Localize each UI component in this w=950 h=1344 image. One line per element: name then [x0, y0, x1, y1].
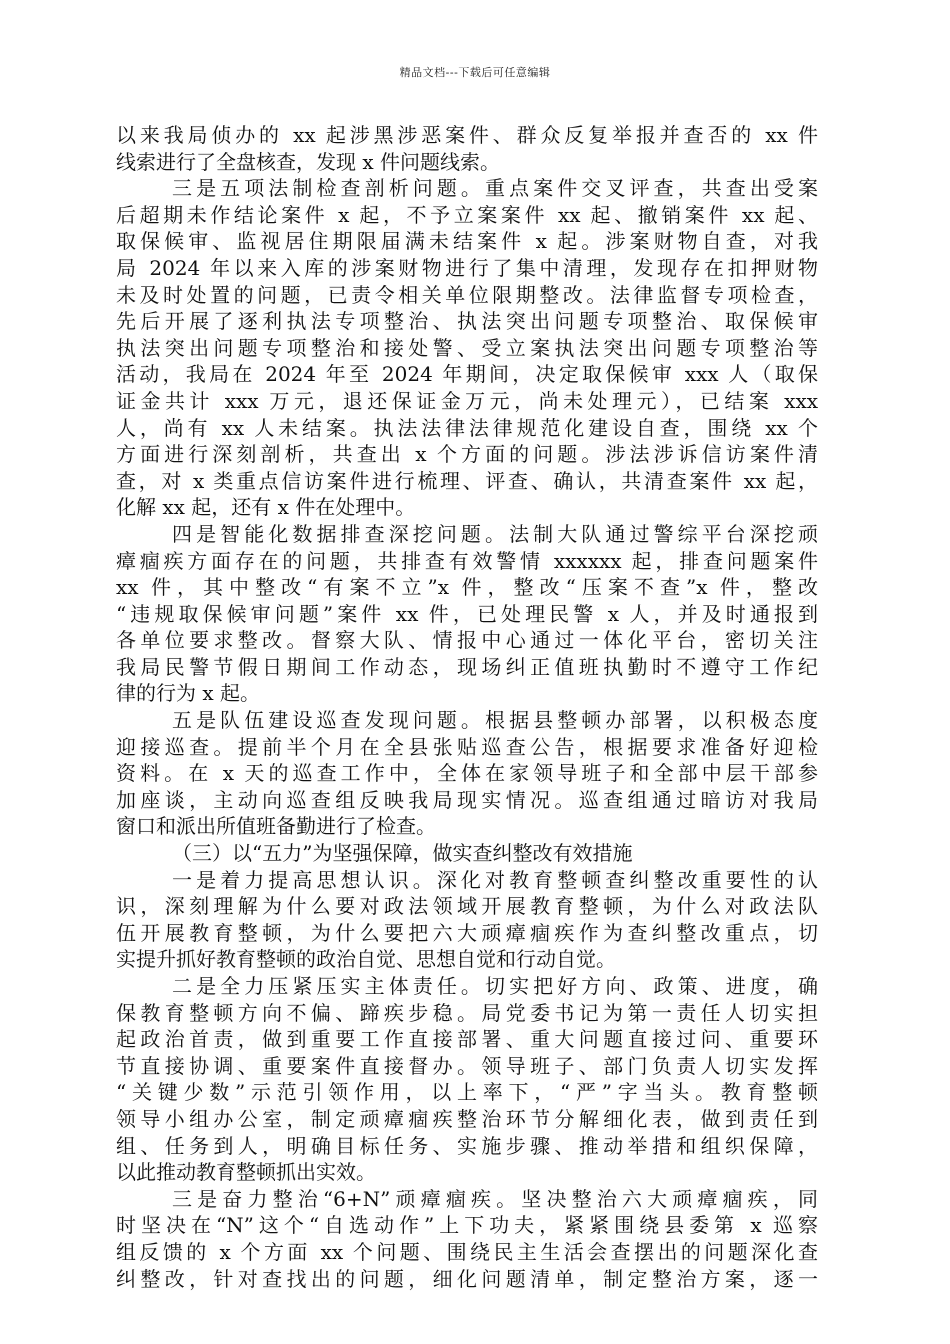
- text-line: 方面进行深刻剖析，共查出 x 个方面的问题。涉法涉诉信访案件清: [116, 442, 818, 467]
- text-line: 五是队伍建设巡查发现问题。根据县整顿办部署，以积极态度: [172, 708, 818, 733]
- text-line: 瘴痼疾方面存在的问题，共排查有效警情 xxxxxx 起，排查问题案件: [116, 548, 818, 573]
- text-line: 线索进行了全盘核查，发现 x 件问题线索。: [116, 149, 500, 174]
- text-line: 证金共计 xxx 万元，退还保证金万元，尚未处理元），已结案 xxx: [116, 388, 818, 413]
- text-line: 二是全力压紧压实主体责任。切实把好方向、政策、进度，确: [172, 974, 818, 998]
- text-line: （三）以“五力”为坚强保障，做实查纠整改有效措施: [172, 841, 633, 866]
- text-line: 律的行为 x 起。: [116, 681, 260, 706]
- text-line: 人，尚有 xx 人未结案。执法法律法律规范化建设自查，围绕 xx 个: [116, 415, 818, 440]
- text-line: 局 2024 年以来入库的涉案财物进行了集中清理，发现存在扣押财物: [116, 255, 818, 280]
- text-line: 以来我局侦办的 xx 起涉黑涉恶案件、群众反复举报并查否的 xx 件: [116, 123, 818, 147]
- text-line: 资料。在 x 天的巡查工作中，全体在家领导班子和全部中层干部参: [116, 761, 818, 786]
- text-line: 时坚决在“N”这个“自选动作”上下功夫，紧紧围绕县委第 x 巡察: [116, 1213, 818, 1238]
- page-header: 精品文档---下载后可任意编辑: [399, 66, 551, 79]
- text-line: 活动，我局在 2024 年至 2024 年期间，决定取保候审 xxx 人（取保: [116, 362, 818, 387]
- text-line: 先后开展了逐利执法专项整治、执法突出问题专项整治、取保候审: [116, 309, 818, 334]
- text-line: 四是智能化数据排查深挖问题。法制大队通过警综平台深挖顽: [172, 521, 818, 546]
- text-line: 窗口和派出所值班备勤进行了检查。: [116, 814, 436, 839]
- text-line: 保教育整顿方向不偏、蹄疾步稳。局党委书记为第一责任人切实担: [116, 1000, 818, 1025]
- text-line: “关键少数”示范引领作用，以上率下，“严”字当头。教育整顿: [116, 1080, 818, 1105]
- text-line: 未及时处置的问题，已责令相关单位限期整改。法律监督专项检查，: [116, 282, 818, 307]
- text-line: 各单位要求整改。督察大队、情报中心通过一体化平台，密切关注: [116, 628, 818, 653]
- text-line: 实提升抓好教育整顿的政治自觉、思想自觉和行动自觉。: [116, 947, 616, 972]
- text-line: 执法突出问题专项整治和接处警、受立案执法突出问题专项整治等: [116, 335, 818, 360]
- text-line: 三是奋力整治“6+N”顽瘴痼疾。坚决整治六大顽瘴痼疾，同: [172, 1186, 818, 1211]
- text-line: xx 件，其中整改“有案不立”x 件，整改“压案不查”x 件，整改: [116, 575, 818, 600]
- text-line: 三是五项法制检查剖析问题。重点案件交叉评查，共查出受案: [172, 176, 818, 201]
- text-line: 加座谈，主动向巡查组反映我局现实情况。巡查组通过暗访对我局: [116, 787, 818, 812]
- text-line: 取保候审、监视居住期限届满未结案件 x 起。涉案财物自查，对我: [116, 229, 818, 254]
- document-body: [116, 122, 818, 1292]
- text-line: 后超期未作结论案件 x 起，不予立案案件 xx 起、撤销案件 xx 起、: [116, 202, 818, 227]
- text-line: 以此推动教育整顿抓出实效。: [116, 1160, 376, 1185]
- text-line: 迎接巡查。提前半个月在全县张贴巡查公告，根据要求准备好迎检: [116, 734, 818, 759]
- text-line: 一是着力提高思想认识。深化对教育整顿查纠整改重要性的认: [172, 867, 818, 892]
- text-line: 起政治首责，做到重要工作直接部署、重大问题直接过问、重要环: [116, 1027, 818, 1052]
- text-line: 查，对 x 类重点信访案件进行梳理、评查、确认，共清查案件 xx 起，: [116, 468, 818, 493]
- text-line: 我局民警节假日期间工作动态，现场纠正值班执勤时不遵守工作纪: [116, 654, 818, 679]
- text-line: 组反馈的 x 个方面 xx 个问题、围绕民主生活会查摆出的问题深化查: [116, 1239, 818, 1264]
- text-line: 组、任务到人，明确目标任务、实施步骤、推动举措和组织保障，: [116, 1133, 818, 1158]
- text-line: 伍开展教育整顿，为什么要把六大顽瘴痼疾作为查纠整改重点，切: [116, 920, 818, 945]
- text-line: 识，深刻理解为什么要对政法领域开展教育整顿，为什么对政法队: [116, 894, 818, 919]
- text-line: 纠整改，针对查找出的问题，细化问题清单，制定整治方案，逐一: [116, 1266, 818, 1291]
- text-line: “违规取保候审问题”案件 xx 件，已处理民警 x 人，并及时通报到: [116, 601, 818, 626]
- text-line: 领导小组办公室，制定顽瘴痼疾整治环节分解细化表，做到责任到: [116, 1106, 818, 1131]
- text-line: 节直接协调、重要案件直接督办。领导班子、部门负责人切实发挥: [116, 1053, 818, 1078]
- text-line: 化解 xx 起，还有 x 件在处理中。: [116, 495, 416, 520]
